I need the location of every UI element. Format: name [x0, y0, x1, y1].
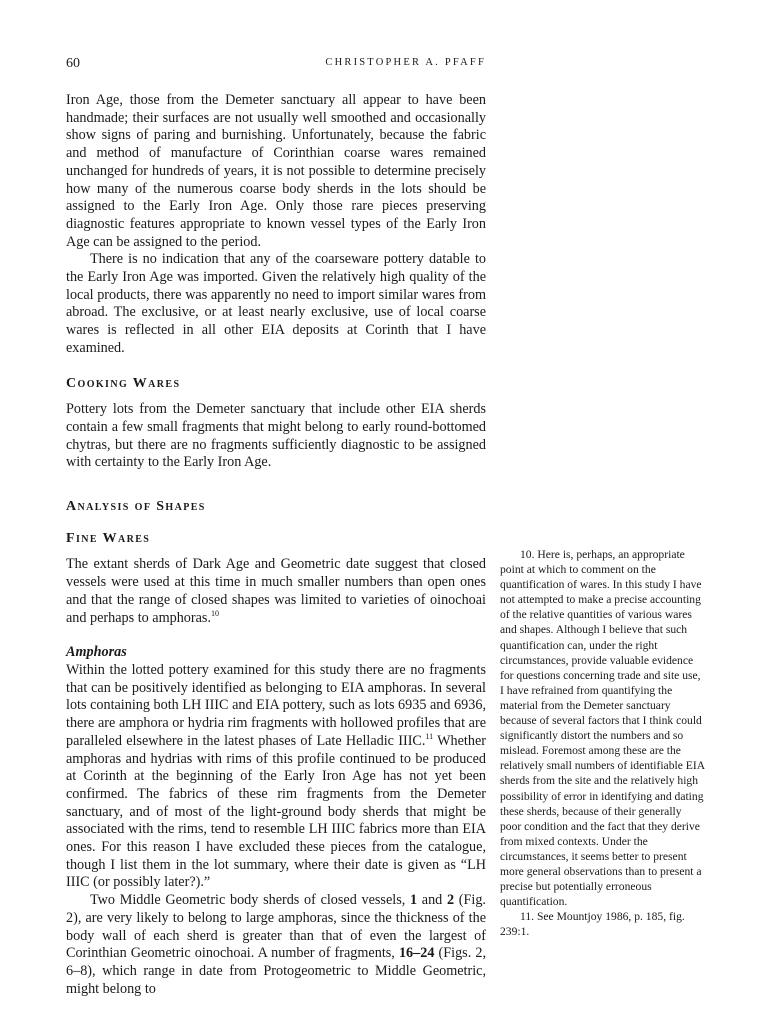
paragraph-amphoras	[66, 662, 486, 892]
paragraph-amphoras-text-a: Within the lotted pottery examined for this study there are no fragments that can be positively identified as belonging to EIA amphoras. In several lots containing both LH IIIC and EIA pottery, such as lots 6935 and 6936, there are amphora or hydria rim fragments with hollowed profiles that are paralleled elsewhere in the latest phases of Late Helladic IIIC.	[66, 661, 486, 749]
paragraph-imports: There is no indication that any of the coarseware pottery datable to the Early Iron Age was imported. Given the relatively high quality of the local products, there was apparently no need to import similar wares from abroad. The exclusive, or at least nearly exclusive, use of local coarse wares is reflected in all other EIA deposits at Corinth that I have examined.	[66, 251, 486, 356]
paragraph-middle-geometric	[66, 892, 486, 998]
catalogue-ref-2: 2	[446, 892, 455, 909]
mg-text-b: (Fig. 2), are very likely to belong to large amphoras, since the thickness of the body wall of each sherd is greater than that of even the largest of Corinthian Geometric oinochoai. A number of fragments,	[66, 892, 486, 962]
paragraph-fine-wares-text: The extant sherds of Dark Age and Geometric date suggest that closed vessels were used at this time in much smaller numbers than open ones and that the range of closed shapes was limited to varieties of oinochoai and perhaps to amphoras.	[66, 556, 486, 626]
mg-text-c: (Figs. 2, 6–8), which range in date from Protogeometric to Middle Geometric, might belong to	[66, 945, 487, 997]
main-text-column	[66, 92, 486, 998]
heading-cooking-wares: Cooking Wares	[66, 375, 181, 391]
footnote-11: 11. See Mountjoy 1986, p. 185, fig. 239:1.	[500, 910, 685, 939]
mg-text-a: Two Middle Geometric body sherds of closed vessels,	[90, 892, 410, 909]
heading-fine-wares: Fine Wares	[66, 530, 151, 546]
page-header	[66, 56, 486, 72]
catalogue-ref-1: 1	[409, 892, 418, 909]
catalogue-ref-16-24: 16–24	[398, 945, 435, 962]
footnotes-column	[500, 547, 705, 939]
running-head: CHRISTOPHER A. PFAFF	[325, 57, 486, 68]
heading-analysis-of-shapes: Analysis of Shapes	[66, 499, 206, 515]
footnote-ref-11[interactable]: 11	[425, 731, 434, 741]
heading-amphoras: Amphoras	[66, 644, 127, 661]
footnote-10: 10. Here is, perhaps, an appropriate point at which to comment on the quantification of wares. In this study I have not attempted to make a precise accounting of the relative quantities of various wares and shapes. Although I believe that such quantification can, under the right circumstances, provide valuable evidence for questions concerning trade and site use, I have refrained from quantifying the material from the Demeter sanctuary because of several factors that I think could significantly distort the numbers and so mislead. Foremost among these are the relatively small numbers of identifiable EIA sherds from the site and the relatively high possibility of error in identifying and dating these sherds, because of their generally poor condition and the fact that they derive from mixed contexts. Under the circumstances, it seems better to present more general observations than to present a precise but potentially erroneous quantification.	[500, 548, 705, 909]
page-number: 60	[66, 56, 80, 71]
paragraph-fine-wares	[66, 556, 486, 627]
paragraph-amphoras-text-b: Whether amphoras and hydrias with rims of this profile continued to be produced at Corinth at the beginning of the Early Iron Age has not yet been confirmed. The fabrics of these rim fragments from the Demeter sanctuary, and of most of the light-ground body sherds that might be associated with the rims, tend to resemble LH IIIC fabrics more than EIA ones. For this reason I have excluded these pieces from the catalogue, though I list them in the lot summary, where their date is given as “LH IIIC (or possibly later?).”	[66, 732, 486, 891]
mg-text-and: and	[417, 892, 447, 909]
paragraph-iron-age: Iron Age, those from the Demeter sanctuary all appear to have been handmade; their surfaces are not usually well smoothed and occasionally show signs of paring and burnishing. Unfortunately, because the fabric and method of manufacture of Corinthian coarse wares remained unchanged for hundreds of years, it is not possible to determine precisely how many of the numerous coarse body sherds in the lots should be assigned to the Early Iron Age. Only those rare pieces preserving diagnostic features appropriate to known vessel types of the Early Iron Age can be assigned to the period.	[66, 92, 486, 250]
paragraph-cooking-wares: Pottery lots from the Demeter sanctuary that include other EIA sherds contain a few small fragments that might belong to early round-bottomed chytras, but there are no fragments sufficiently diagnostic to be assigned with certainty to the Early Iron Age.	[66, 401, 486, 471]
footnote-ref-10[interactable]: 10	[211, 608, 219, 618]
